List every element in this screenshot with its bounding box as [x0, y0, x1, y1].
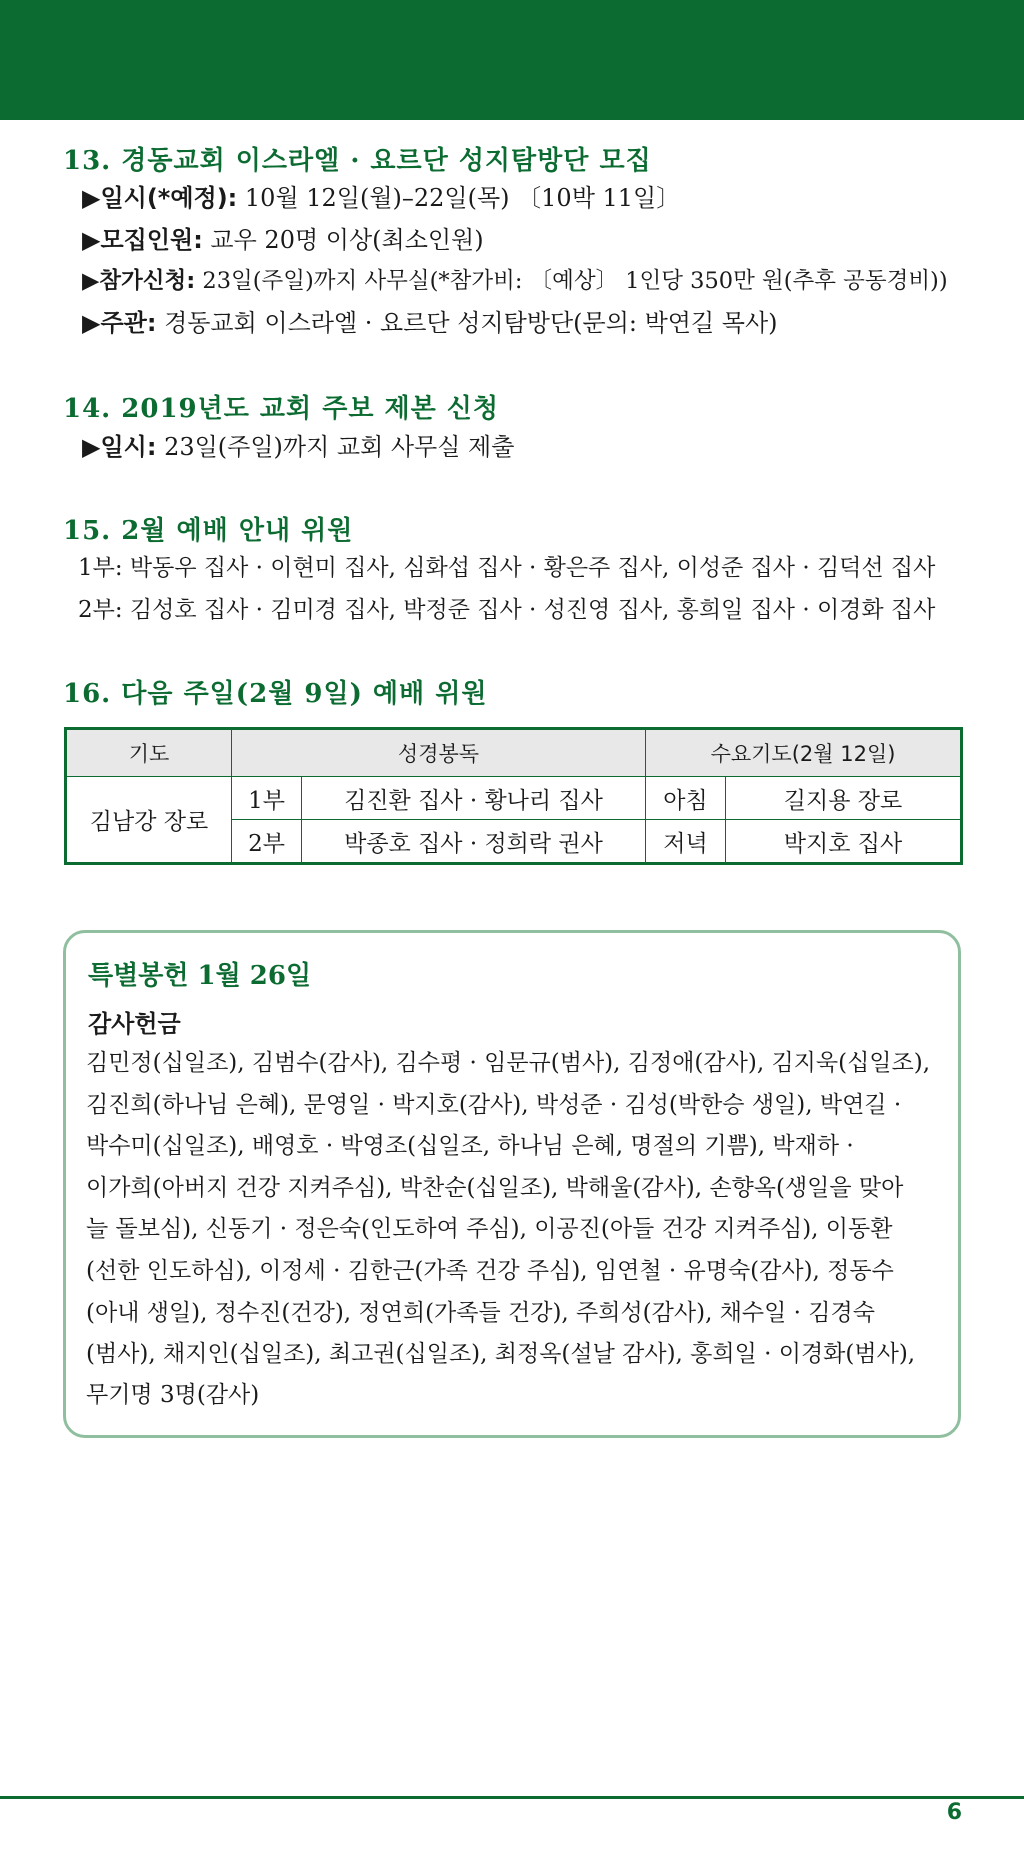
offering-line: 김진희(하나님 은혜), 문영일 · 박지호(감사), 박성준 · 김성(박한승 생일), 박연길 ·: [86, 1092, 902, 1118]
offering-line: (선한 인도하심), 이정세 · 김한근(가족 건강 주심), 임연철 · 유명숙(감사), 정동수: [86, 1258, 894, 1284]
wed-leader: 길지용 장로: [726, 777, 962, 820]
s15-line-2: 2부: 김성호 집사 · 김미경 집사, 박정준 집사 · 성진영 집사, 홍희일 집사 · 이경화 집사: [78, 597, 936, 623]
table-header-row: [66, 729, 962, 777]
section-15-title: 15. 2월 예배 안내 위원: [63, 516, 354, 546]
section-16-title: 16. 다음 주일(2월 9일) 예배 위원: [63, 679, 488, 709]
page-number: 6: [946, 1800, 962, 1825]
offering-title: 특별봉헌 1월 26일: [88, 961, 312, 991]
scripture-readers: 박종호 집사 · 정희락 권사: [302, 820, 646, 864]
s13-schedule-label: ▶일시(*예정):: [82, 184, 238, 212]
s14-schedule-text: 23일(주일)까지 교회 사무실 제출: [156, 433, 515, 461]
prayer-leader: 김남강 장로: [66, 777, 232, 864]
header-bar: [0, 0, 1024, 120]
wed-time: 아침: [646, 777, 726, 820]
scripture-readers: 김진환 집사 · 황나리 집사: [302, 777, 646, 820]
section-13-title: 13. 경동교회 이스라엘 · 요르단 성지탐방단 모집: [63, 146, 652, 176]
table-row: [66, 777, 962, 820]
s13-apply-text: 23일(주일)까지 사무실(*참가비: 〔예상〕 1인당 350만 원(추후 공동경비)): [195, 268, 948, 294]
s13-line-schedule: [82, 183, 680, 213]
s13-line-apply: [82, 266, 948, 296]
wed-leader: 박지호 집사: [726, 820, 962, 864]
offering-line: (범사), 채지인(십일조), 최고권(십일조), 최정옥(설날 감사), 홍희일 · 이경화(범사),: [86, 1341, 916, 1367]
offering-line: 무기명 3명(감사): [86, 1382, 260, 1408]
offering-subtitle: 감사헌금: [88, 1010, 181, 1038]
s13-recruit-label: ▶모집인원:: [82, 226, 203, 254]
s13-line-recruit: [82, 225, 484, 255]
wed-time: 저녁: [646, 820, 726, 864]
s15-line-1: 1부: 박동우 집사 · 이현미 집사, 심화섭 집사 · 황은주 집사, 이성준 집사 · 김덕선 집사: [78, 555, 936, 581]
header-wednesday-prayer: 수요기도(2월 12일): [646, 729, 962, 777]
offering-line: 김민정(십일조), 김범수(감사), 김수평 · 임문규(범사), 김정애(감사), 김지욱(십일조),: [86, 1050, 931, 1076]
footer-rule: [0, 1796, 1024, 1799]
offering-line: 이가희(아버지 건강 지켜주심), 박찬순(십일조), 박해울(감사), 손향옥(생일을 맞아: [86, 1175, 904, 1201]
service-part: 2부: [232, 820, 302, 864]
s13-apply-label: ▶참가신청:: [82, 268, 196, 294]
s13-organizer-label: ▶주관:: [82, 309, 157, 337]
s13-line-organizer: [82, 308, 778, 338]
worship-roster-table: [64, 727, 963, 865]
s14-schedule-label: ▶일시:: [82, 433, 157, 461]
offering-line: 박수미(십일조), 배영호 · 박영조(십일조, 하나님 은혜, 명절의 기쁨), 박재하 ·: [86, 1133, 854, 1159]
s14-line-schedule: [82, 432, 514, 462]
offering-line: (아내 생일), 정수진(건강), 정연희(가족들 건강), 주희성(감사), 채수일 · 김경숙: [86, 1300, 875, 1326]
header-prayer: 기도: [66, 729, 232, 777]
header-reading: 성경봉독: [232, 729, 646, 777]
service-part: 1부: [232, 777, 302, 820]
section-14-title: 14. 2019년도 교회 주보 제본 신청: [63, 394, 500, 424]
s13-organizer-text: 경동교회 이스라엘 · 요르단 성지탐방단(문의: 박연길 목사): [156, 309, 778, 337]
s13-recruit-text: 교우 20명 이상(최소인원): [202, 226, 484, 254]
offering-line: 늘 돌보심), 신동기 · 정은숙(인도하여 주심), 이공진(아들 건강 지켜주심), 이동환: [86, 1216, 893, 1242]
s13-schedule-text: 10월 12일(월)–22일(목) 〔10박 11일〕: [237, 184, 681, 212]
